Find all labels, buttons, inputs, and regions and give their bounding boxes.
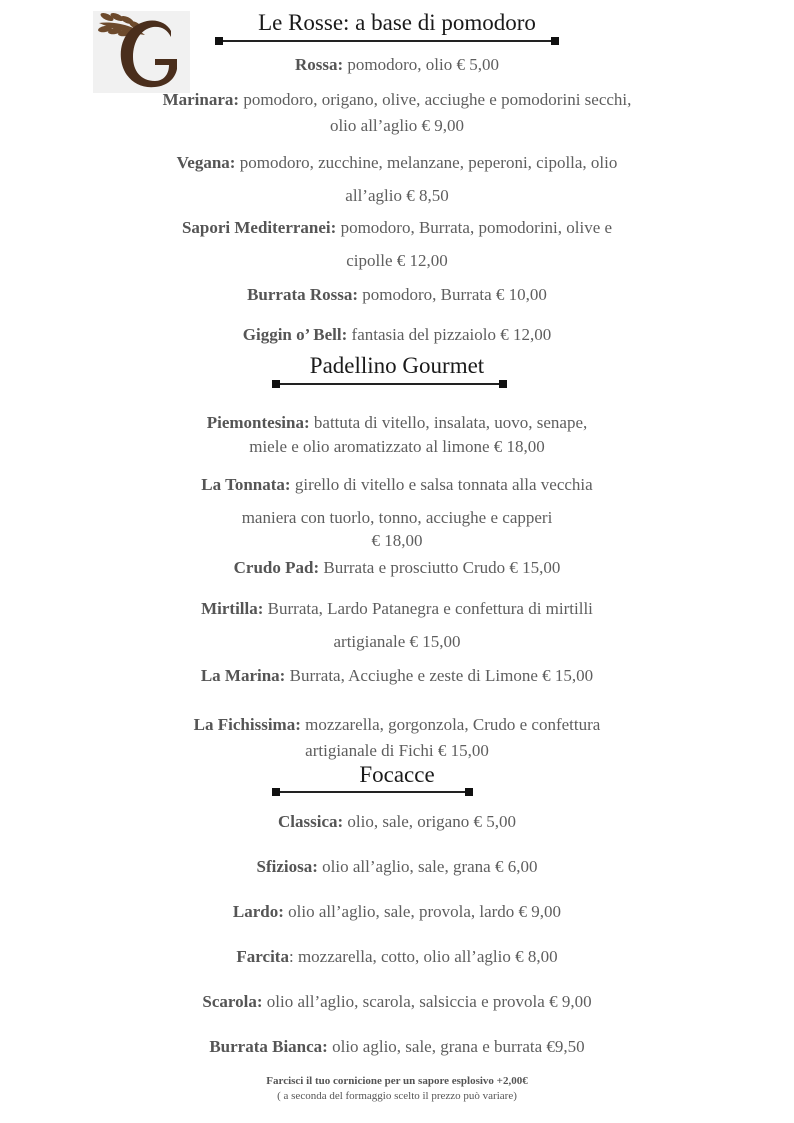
item-desc: Burrata, Acciughe e zeste di Limone € 15,00 <box>285 666 594 685</box>
item-name: La Fichissima: <box>193 715 301 734</box>
item-desc: : mozzarella, cotto, olio all’aglio € 8,00 <box>288 947 558 966</box>
menu-item <box>0 809 794 835</box>
section-divider <box>276 383 503 385</box>
menu-item <box>0 1034 794 1060</box>
item-desc: pomodoro, zucchine, melanzane, peperoni, cipolla, olio <box>235 153 618 172</box>
footer-disclaimer: ( a seconda del formaggio scelto il prezzo può variare) <box>277 1090 517 1102</box>
item-desc: fantasia del pizzaiolo € 12,00 <box>347 325 552 344</box>
item-desc: olio all’aglio, sale, provola, lardo € 9,00 <box>283 902 562 921</box>
menu-item-cont: all’aglio € 8,50 <box>345 186 449 205</box>
item-name: Crudo Pad: <box>233 558 320 577</box>
item-desc: pomodoro, olio € 5,00 <box>343 55 499 74</box>
item-desc: olio all’aglio, sale, grana € 6,00 <box>317 857 538 876</box>
item-name: Scarola: <box>202 992 263 1011</box>
menu-item <box>0 282 794 308</box>
item-name: Lardo: <box>232 902 284 921</box>
section-title-rosse: Le Rosse: a base di pomodoro <box>258 10 536 35</box>
item-desc: battuta di vitello, insalata, uovo, senape, <box>309 413 588 432</box>
menu-item-cont: maniera con tuorlo, tonno, acciughe e capperi <box>241 508 553 527</box>
item-name: Rossa: <box>294 55 344 74</box>
menu-item-cont: artigianale di Fichi € 15,00 <box>305 741 489 760</box>
item-name: La Marina: <box>200 666 286 685</box>
menu-item <box>0 322 794 348</box>
menu-item <box>0 944 794 970</box>
menu-item <box>0 215 794 241</box>
item-name: Giggin o’ Bell: <box>242 325 348 344</box>
section-title-padellino: Padellino Gourmet <box>309 353 485 378</box>
item-name: La Tonnata: <box>201 475 291 494</box>
item-name: Sapori Mediterranei: <box>181 218 337 237</box>
item-name: Farcita <box>236 947 289 966</box>
menu-item <box>0 854 794 880</box>
menu-item <box>0 150 794 176</box>
menu-item <box>0 989 794 1015</box>
item-desc: olio, sale, origano € 5,00 <box>343 812 516 831</box>
menu-item <box>0 472 794 498</box>
menu-item <box>0 899 794 925</box>
menu-item <box>0 712 794 738</box>
item-name: Sfiziosa: <box>256 857 318 876</box>
item-name: Burrata Bianca: <box>209 1037 328 1056</box>
section-divider <box>219 40 555 42</box>
section-title-focacce: Focacce <box>359 762 435 787</box>
menu-item-cont: miele e olio aromatizzato al limone € 18,00 <box>249 437 545 456</box>
item-name: Marinara: <box>162 90 240 109</box>
section-divider <box>276 791 469 793</box>
menu-item <box>0 663 794 689</box>
menu-item <box>0 596 794 622</box>
item-name: Vegana: <box>176 153 236 172</box>
menu-item-cont: cipolle € 12,00 <box>346 251 448 270</box>
menu-item-cont: € 18,00 <box>371 531 423 550</box>
item-desc: olio aglio, sale, grana e burrata €9,50 <box>327 1037 585 1056</box>
menu-item-cont: artigianale € 15,00 <box>333 632 461 651</box>
item-desc: girello di vitello e salsa tonnata alla vecchia <box>290 475 593 494</box>
item-desc: mozzarella, gorgonzola, Crudo e confettura <box>300 715 601 734</box>
menu-item <box>0 555 794 581</box>
menu-item <box>0 410 794 436</box>
menu-item-cont: olio all’aglio € 9,00 <box>329 116 465 135</box>
item-desc: Burrata, Lardo Patanegra e confettura di mirtilli <box>263 599 593 618</box>
item-desc: pomodoro, Burrata, pomodorini, olive e <box>336 218 613 237</box>
item-desc: olio all’aglio, scarola, salsiccia e provola € 9,00 <box>262 992 592 1011</box>
item-name: Classica: <box>278 812 344 831</box>
item-name: Burrata Rossa: <box>247 285 359 304</box>
item-name: Piemontesina: <box>206 413 310 432</box>
menu-item <box>0 52 794 78</box>
item-name: Mirtilla: <box>201 599 264 618</box>
item-desc: pomodoro, Burrata € 10,00 <box>358 285 547 304</box>
footer-note: Farcisci il tuo cornicione per un sapore esplosivo +2,00€ <box>266 1075 528 1087</box>
item-desc: Burrata e prosciutto Crudo € 15,00 <box>319 558 561 577</box>
menu-item <box>0 87 794 113</box>
item-desc: pomodoro, origano, olive, acciughe e pomodorini secchi, <box>239 90 632 109</box>
